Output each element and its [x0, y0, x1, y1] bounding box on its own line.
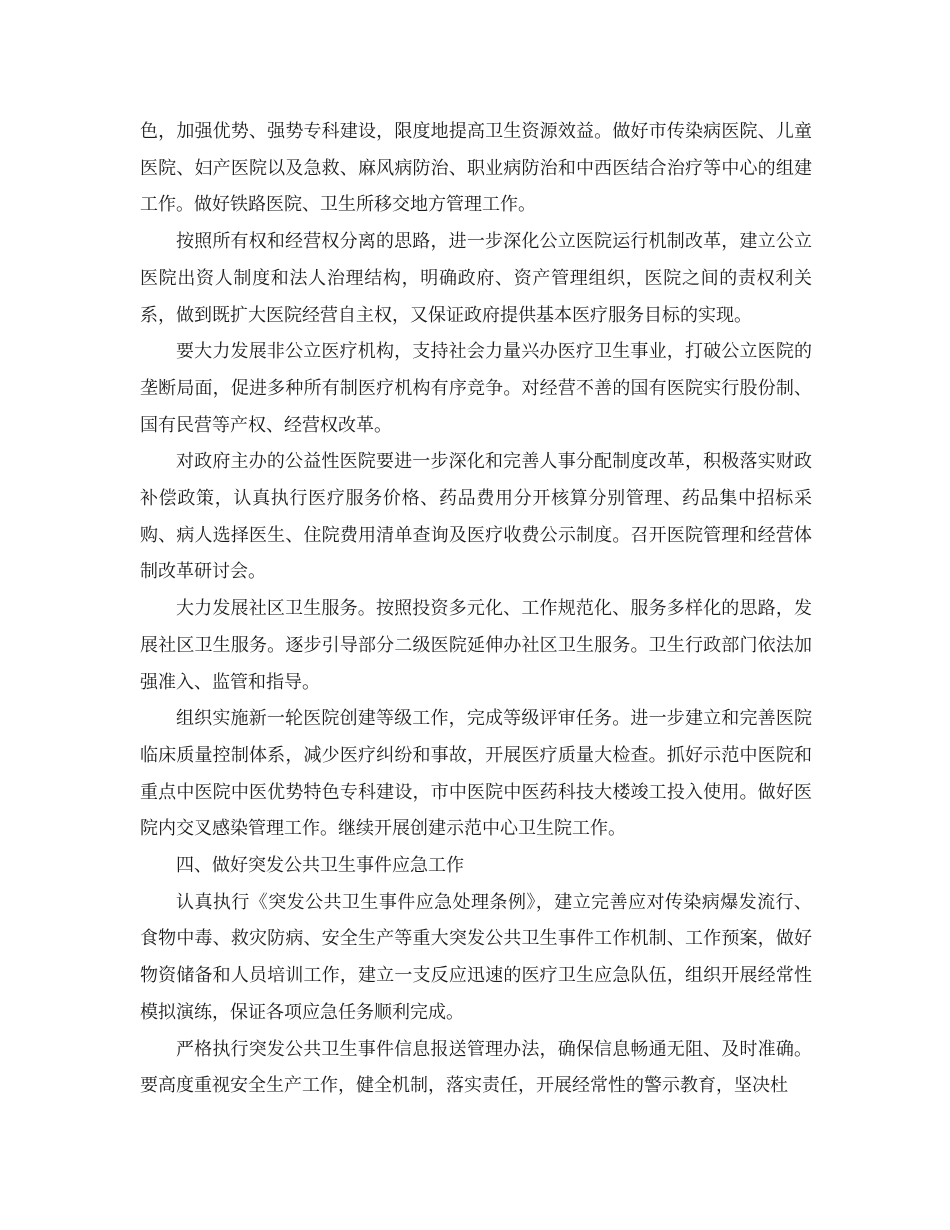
paragraph-1: 色，加强优势、强势专科建设，限度地提高卫生资源效益。做好市传染病医院、儿童医院、妇产医院以及急救、麻风病防治、职业病防治和中西医结合治疗等中心的组建工作。做好铁路医院、卫生所移交地方管理工作。 — [140, 121, 812, 216]
paragraph-2: 按照所有权和经营权分离的思路，进一步深化公立医院运行机制改革，建立公立医院出资人制度和法人治理结构，明确政府、资产管理组织，医院之间的责权利关系，做到既扩大医院经营自主权，又保证政府提供基本医疗服务目标的实现。 — [140, 231, 812, 326]
document-body — [140, 114, 812, 1105]
paragraph-5: 大力发展社区卫生服务。按照投资多元化、工作规范化、服务多样化的思路，发展社区卫生服务。逐步引导部分二级医院延伸办社区卫生服务。卫生行政部门依法加强准入、监管和指导。 — [140, 598, 812, 693]
paragraph-8: 严格执行突发公共卫生事件信息报送管理办法，确保信息畅通无阻、及时准确。要高度重视安全生产工作，健全机制，落实责任，开展经常性的警示教育，坚决杜 — [140, 1038, 812, 1097]
paragraph-3: 要大力发展非公立医疗机构，支持社会力量兴办医疗卫生事业，打破公立医院的垄断局面，促进多种所有制医疗机构有序竞争。对经营不善的国有医院实行股份制、国有民营等产权、经营权改革。 — [140, 341, 812, 436]
paragraph-6: 组织实施新一轮医院创建等级工作，完成等级评审任务。进一步建立和完善医院临床质量控制体系，减少医疗纠纷和事故，开展医疗质量大检查。抓好示范中医院和重点中医院中医优势特色专科建设，市中医院中医药科技大楼竣工投入使用。做好医院内交叉感染管理工作。继续开展创建示范中心卫生院工作。 — [140, 708, 812, 840]
paragraph-7: 认真执行《突发公共卫生事件应急处理条例》，建立完善应对传染病爆发流行、食物中毒、救灾防病、安全生产等重大突发公共卫生事件工作机制、工作预案，做好物资储备和人员培训工作，建立一支反应迅速的医疗卫生应急队伍，组织开展经常性模拟演练，保证各项应急任务顺利完成。 — [140, 891, 812, 1023]
paragraph-4: 对政府主办的公益性医院要进一步深化和完善人事分配制度改革，积极落实财政补偿政策，认真执行医疗服务价格、药品费用分开核算分别管理、药品集中招标采购、病人选择医生、住院费用清单查询及医疗收费公示制度。召开医院管理和经营体制改革研讨会。 — [140, 451, 812, 583]
section-heading: 四、做好突发公共卫生事件应急工作 — [176, 855, 464, 877]
